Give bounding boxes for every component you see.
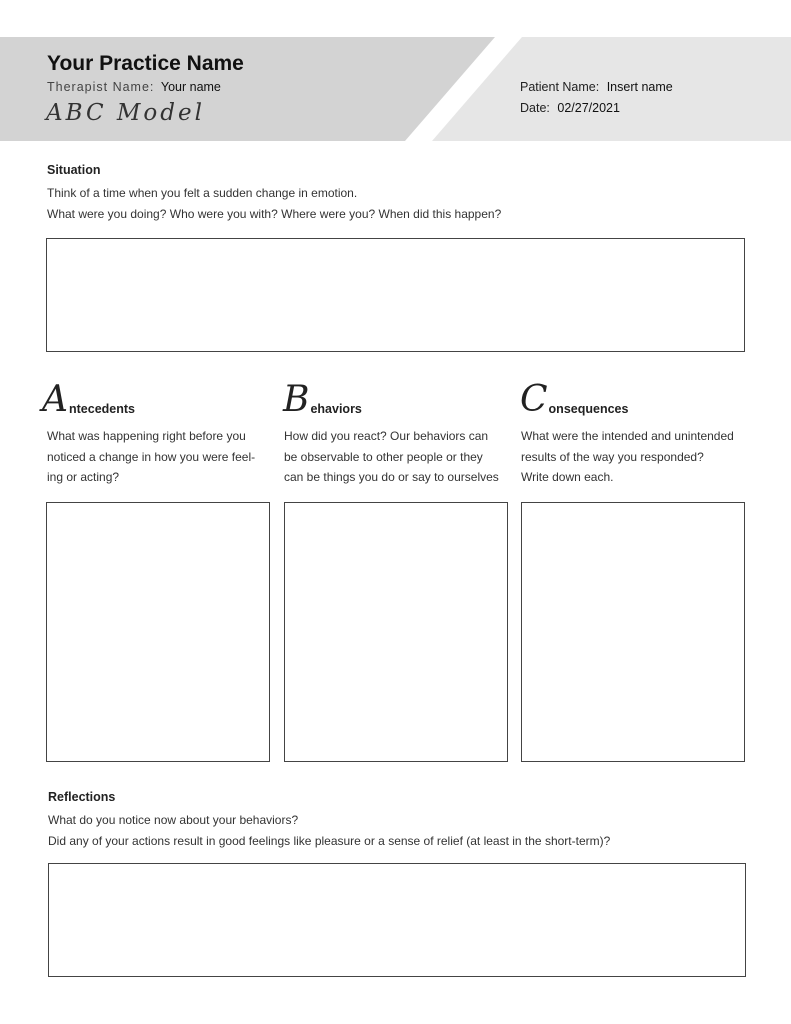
situation-prompt-2: What were you doing? Who were you with? Where were you? When did this happen? — [47, 207, 502, 221]
consequences-prompt-3: Write down each. — [521, 470, 614, 484]
date — [520, 101, 620, 115]
antecedents-heading — [42, 379, 135, 420]
behaviors-prompt-2: be observable to other people or they — [284, 450, 483, 464]
consequences-initial: C — [520, 379, 548, 420]
consequences-answer-box[interactable] — [521, 502, 745, 762]
practice-name: Your Practice Name — [47, 52, 244, 75]
reflections-prompt-2: Did any of your actions result in good feelings like pleasure or a sense of relief (at least in the short-term)? — [48, 834, 611, 848]
behaviors-prompt-3: can be things you do or say to ourselves — [284, 470, 499, 484]
reflections-answer-box[interactable] — [48, 863, 746, 977]
antecedents-prompt-3: ing or acting? — [47, 470, 120, 484]
behaviors-heading — [283, 379, 362, 420]
situation-heading: Situation — [47, 163, 101, 177]
situation-answer-box[interactable] — [46, 238, 745, 352]
antecedents-initial: A — [42, 379, 68, 420]
reflections-heading: Reflections — [48, 790, 116, 804]
worksheet-title: ABC Model — [46, 100, 205, 126]
behaviors-initial: B — [283, 379, 310, 420]
reflections-prompt-1: What do you notice now about your behaviors? — [48, 813, 299, 827]
consequences-prompt-2: results of the way you responded? — [521, 450, 704, 464]
consequences-heading — [520, 379, 629, 420]
date-label: Date: — [520, 101, 550, 115]
antecedents-prompt-2: noticed a change in how you were feel- — [47, 450, 256, 464]
patient-label: Patient Name: — [520, 80, 600, 94]
patient-value[interactable]: Insert name — [606, 80, 673, 94]
date-value[interactable]: 02/27/2021 — [557, 101, 620, 115]
therapist-label: Therapist Name: — [47, 80, 155, 94]
behaviors-rest: ehaviors — [310, 402, 362, 416]
therapist-name — [47, 80, 221, 94]
antecedents-prompt-1: What was happening right before you — [47, 429, 246, 443]
behaviors-answer-box[interactable] — [284, 502, 508, 762]
antecedents-answer-box[interactable] — [46, 502, 270, 762]
therapist-value[interactable]: Your name — [160, 80, 221, 94]
antecedents-rest: ntecedents — [69, 402, 135, 416]
consequences-rest: onsequences — [548, 402, 629, 416]
patient-name — [520, 80, 673, 94]
consequences-prompt-1: What were the intended and unintended — [521, 429, 734, 443]
behaviors-prompt-1: How did you react? Our behaviors can — [284, 429, 489, 443]
situation-prompt-1: Think of a time when you felt a sudden change in emotion. — [47, 186, 358, 200]
